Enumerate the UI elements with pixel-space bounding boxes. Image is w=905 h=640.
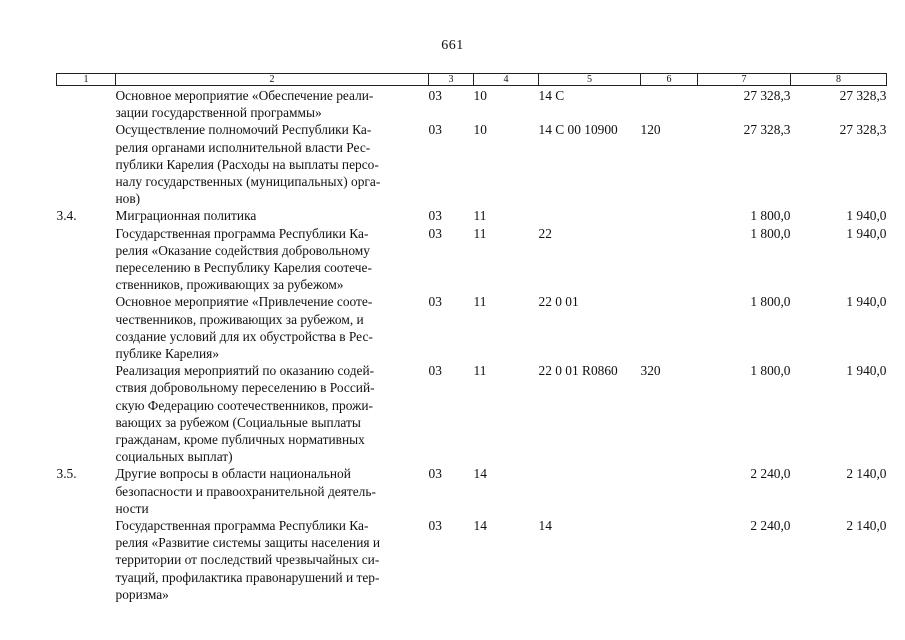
column-header-3: 3 — [429, 74, 474, 86]
amount-year-1: 1 800,0 — [750, 225, 791, 241]
subsection-code: 14 — [473, 518, 487, 534]
amount-year-2: 1 940,0 — [846, 363, 887, 379]
target-article-code: 14 — [538, 518, 552, 534]
target-article-code: 22 0 01 — [538, 294, 579, 310]
table-header — [57, 74, 887, 86]
amount-year-2: 1 940,0 — [846, 294, 887, 310]
expense-type-code — [641, 86, 698, 122]
amount-year-2: 27 328,3 — [839, 122, 887, 138]
table-row — [57, 517, 887, 603]
table-row — [57, 293, 887, 362]
row-number: 3.5. — [56, 466, 77, 482]
target-article-code: 14 С 00 10900 — [538, 122, 618, 138]
row-number — [57, 86, 116, 122]
amount-year-2: 2 140,0 — [846, 466, 887, 482]
amount-year-1: 1 800,0 — [750, 208, 791, 224]
amount-year-1: 2 240,0 — [750, 518, 791, 534]
column-header-5: 5 — [539, 74, 641, 86]
row-number — [57, 362, 116, 465]
expense-type-code — [641, 465, 698, 517]
row-number — [57, 121, 116, 207]
target-article-code: 22 0 01 R0860 — [538, 363, 618, 379]
amount-year-1: 1 800,0 — [750, 363, 791, 379]
page-number: 661 — [441, 38, 464, 53]
row-name: Другие вопросы в области национальной безопасности и правоохранительной деятель- ности — [115, 466, 376, 516]
column-header-4: 4 — [474, 74, 539, 86]
expense-type-code: 320 — [640, 363, 661, 379]
amount-year-2: 2 140,0 — [846, 518, 887, 534]
row-name: Государственная программа Республики Ка- релия «Развитие системы защиты населения и территории от последствий чрезвычайных си- туаций, профилактика правонарушений и тер- роризма» — [115, 518, 381, 602]
expense-type-code — [641, 207, 698, 224]
column-header-1: 1 — [57, 74, 116, 86]
amount-year-1: 2 240,0 — [750, 466, 791, 482]
column-header-2: 2 — [116, 74, 429, 86]
table-row — [57, 207, 887, 224]
section-code: 03 — [428, 294, 442, 310]
section-code: 03 — [428, 208, 442, 224]
target-article-code: 14 С — [538, 88, 565, 103]
subsection-code: 14 — [473, 466, 487, 482]
budget-table — [56, 73, 887, 603]
target-article-code: 22 — [538, 225, 552, 241]
section-code: 03 — [428, 122, 442, 138]
row-number — [57, 293, 116, 362]
expense-type-code — [641, 517, 698, 603]
expense-type-code — [641, 293, 698, 362]
amount-year-1: 27 328,3 — [743, 88, 791, 103]
table-body — [57, 86, 887, 604]
amount-year-1: 27 328,3 — [743, 122, 791, 138]
row-name: Миграционная политика — [115, 208, 257, 224]
amount-year-1: 1 800,0 — [750, 294, 791, 310]
target-article-code — [539, 207, 641, 224]
column-header-6: 6 — [641, 74, 698, 86]
row-name: Осуществление полномочий Республики Ка- релия органами исполнительной власти Рес- публики Карелия (Расходы на выплаты персо- налу государственных (муниципальных) орга- нов) — [115, 122, 381, 207]
section-code: 03 — [428, 225, 442, 241]
row-number — [57, 517, 116, 603]
section-code: 03 — [428, 88, 442, 103]
subsection-code: 11 — [473, 363, 487, 379]
row-name: Реализация мероприятий по оказанию содей- ствия добровольному переселению в Россий- скую Федерацию соотечественников, прожи- вающих за рубежом (Социальные выплаты гражданам, кроме публичных нормативных социальных выплат) — [115, 363, 375, 465]
table-row — [57, 362, 887, 465]
table-row — [57, 86, 887, 122]
row-number — [57, 225, 116, 294]
table-row — [57, 121, 887, 207]
row-name: Государственная программа Республики Ка- релия «Оказание содействия добровольному переселению в Республику Карелия соотече- ственников, проживающих за рубежом» — [115, 225, 372, 293]
expense-type-code: 120 — [640, 122, 661, 138]
subsection-code: 10 — [473, 88, 487, 103]
amount-year-2: 1 940,0 — [846, 225, 887, 241]
table-row — [57, 465, 887, 517]
target-article-code — [539, 465, 641, 517]
amount-year-2: 1 940,0 — [846, 208, 887, 224]
subsection-code: 10 — [473, 122, 487, 138]
row-number: 3.4. — [56, 208, 77, 224]
column-header-8: 8 — [791, 74, 887, 86]
row-name: Основное мероприятие «Привлечение сооте- чественников, проживающих за рубежом, и создание условий для их обустройства в Рес- публике Карелия» — [115, 294, 373, 362]
subsection-code: 11 — [473, 294, 487, 310]
subsection-code: 11 — [473, 208, 487, 224]
expense-type-code — [641, 225, 698, 294]
row-name: Основное мероприятие «Обеспечение реали- зации государственной программы» — [115, 88, 374, 121]
column-header-7: 7 — [698, 74, 791, 86]
amount-year-2: 27 328,3 — [839, 88, 887, 103]
section-code: 03 — [428, 466, 442, 482]
subsection-code: 11 — [473, 225, 487, 241]
section-code: 03 — [428, 518, 442, 534]
header-row — [57, 74, 887, 86]
table-row — [57, 225, 887, 294]
section-code: 03 — [428, 363, 442, 379]
